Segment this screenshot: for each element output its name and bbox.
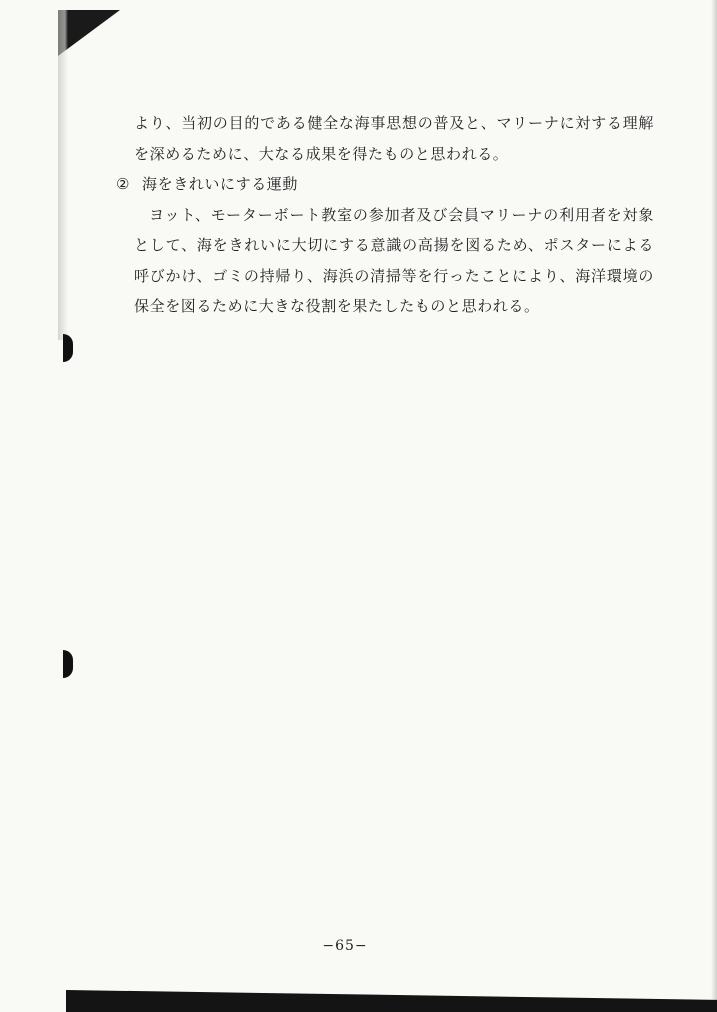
section-title: 海をきれいにする運動 [142, 175, 299, 193]
text-line: より、当初の目的である健全な海事思想の普及と、マリーナに対する理解 [134, 114, 654, 132]
text-line: を深めるために、大なる成果を得たものと思われる。 [134, 144, 509, 163]
section-number: ② [116, 175, 131, 193]
page-number: −65− [322, 938, 368, 954]
text-line: 保全を図るために大きな役割を果たしたものと思われる。 [134, 297, 540, 315]
section-heading [116, 169, 654, 200]
scan-left-edge [58, 10, 68, 340]
punch-hole [63, 650, 73, 678]
body-text [116, 108, 654, 322]
text-line: ヨット、モーターボート教室の参加者及び会員マリーナの利用者を対象 [149, 205, 654, 224]
text-line: として、海をきれいに大切にする意識の高揚を図るため、ポスターによる [134, 236, 654, 254]
scan-bottom-shadow [66, 990, 717, 1012]
text-line: 呼びかけ、ゴミの持帰り、海浜の清掃等を行ったことにより、海洋環境の [134, 266, 654, 285]
scan-right-edge [711, 0, 717, 1012]
punch-hole [63, 334, 73, 362]
